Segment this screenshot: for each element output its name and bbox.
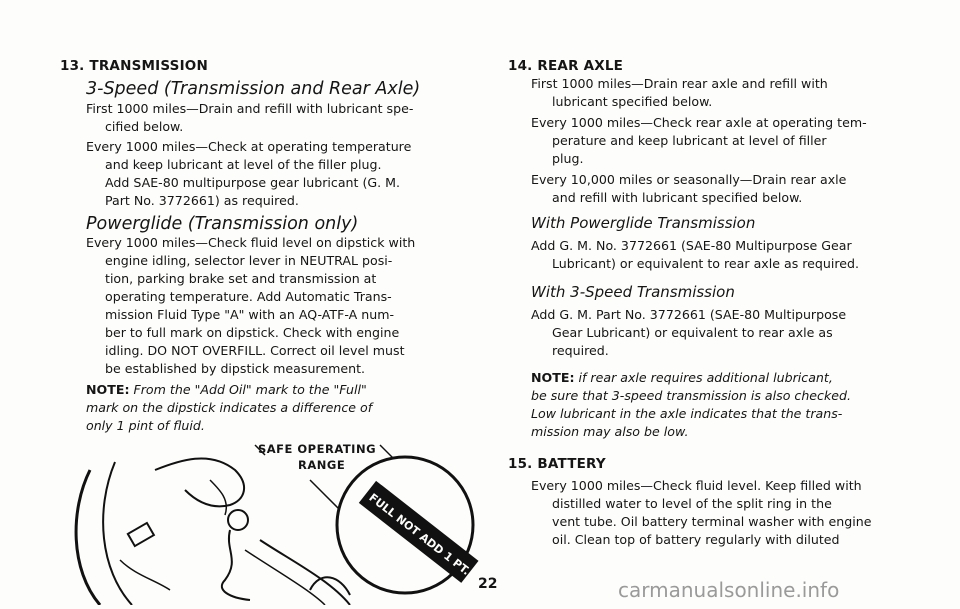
note-text: From the "Add Oil" mark to the "Full" [133, 382, 367, 397]
para-line: Add SAE-80 multipurpose gear lubricant (G. M. [105, 175, 401, 190]
note-block [531, 369, 833, 387]
para-line: Every 1000 miles—Check fluid level on dipstick with [86, 235, 416, 250]
note-line: be sure that 3-speed transmission is also checked. [531, 388, 852, 403]
para-line: be established by dipstick measurement. [105, 361, 366, 376]
para-line: First 1000 miles—Drain rear axle and refill with [531, 76, 828, 91]
dipstick-cap [228, 510, 248, 530]
note-label: NOTE: [86, 382, 130, 397]
note-block [86, 381, 367, 399]
para-line: perature and keep lubricant at level of filler [552, 133, 827, 148]
para-line: mission Fluid Type "A" with an AQ-ATF-A num- [105, 307, 395, 322]
tank-outline [76, 470, 100, 605]
para-line: and refill with lubricant specified below. [552, 190, 803, 205]
dipstick-handle [222, 530, 250, 600]
para-line: vent tube. Oil battery terminal washer with engine [552, 514, 872, 529]
para-line: Part No. 3772661) as required. [105, 193, 299, 208]
subheading-powerglide: Powerglide (Transmission only) [86, 214, 359, 234]
para-line: plug. [552, 151, 584, 166]
para-line: Add G. M. No. 3772661 (SAE-80 Multipurpose Gear [531, 238, 852, 253]
para-line: Every 1000 miles—Check fluid level. Keep filled with [531, 478, 862, 493]
para-line: Gear Lubricant) or equivalent to rear axle as [552, 325, 833, 340]
note-text: if rear axle requires additional lubricant, [578, 370, 833, 385]
para-line: engine idling, selector lever in NEUTRAL posi- [105, 253, 393, 268]
dipstick-drawing [60, 440, 480, 605]
tube-outline [245, 550, 325, 605]
subheading-with-3-speed: With 3-Speed Transmission [531, 283, 735, 301]
para-line: Add G. M. Part No. 3772661 (SAE-80 Multipurpose [531, 307, 847, 322]
para-line: oil. Clean top of battery regularly with diluted [552, 532, 840, 547]
tube-outline [260, 540, 350, 605]
para-line: Every 1000 miles—Check at operating temperature [86, 139, 412, 154]
para-line: and keep lubricant at level of the filler plug. [105, 157, 382, 172]
subheading-with-powerglide: With Powerglide Transmission [531, 214, 756, 232]
note-line: Low lubricant in the axle indicates that the trans- [531, 406, 843, 421]
section-14-heading: 14. REAR AXLE [508, 58, 624, 74]
dipstick-marking: FULL NOT ADD 1 PT. [366, 490, 473, 578]
para-line: ber to full mark on dipstick. Check with engine [105, 325, 400, 340]
figure-label-range: RANGE [298, 458, 346, 472]
para-line: lubricant specified below. [552, 94, 713, 109]
section-15-heading: 15. BATTERY [508, 456, 606, 472]
section-13-heading: 13. TRANSMISSION [60, 58, 208, 74]
dipstick-illustration [60, 440, 480, 605]
note-line: only 1 pint of fluid. [86, 418, 205, 433]
figure-label-safe: SAFE OPERATING [258, 442, 377, 456]
hand-finger [210, 480, 226, 515]
para-line: distilled water to level of the split ring in the [552, 496, 832, 511]
clip-shape [128, 523, 154, 546]
watermark: carmanualsonline.info [618, 578, 840, 602]
para-line: cified below. [105, 119, 184, 134]
subheading-3-speed: 3-Speed (Transmission and Rear Axle) [86, 79, 421, 99]
hand-outline [155, 458, 244, 506]
para-line: tion, parking brake set and transmission at [105, 271, 377, 286]
note-label: NOTE: [531, 370, 575, 385]
para-line: idling. DO NOT OVERFILL. Correct oil level must [105, 343, 405, 358]
para-line: operating temperature. Add Automatic Trans- [105, 289, 392, 304]
para-line: Lubricant) or equivalent to rear axle as required. [552, 256, 860, 271]
para-line: required. [552, 343, 609, 358]
engine-part [120, 560, 170, 590]
note-line: mark on the dipstick indicates a difference of [86, 400, 373, 415]
para-line: Every 1000 miles—Check rear axle at operating tem- [531, 115, 867, 130]
page-number: 22 [478, 576, 498, 592]
para-line: First 1000 miles—Drain and refill with lubricant spe- [86, 101, 414, 116]
para-line: Every 10,000 miles or seasonally—Drain rear axle [531, 172, 847, 187]
note-line: mission may also be low. [531, 424, 689, 439]
